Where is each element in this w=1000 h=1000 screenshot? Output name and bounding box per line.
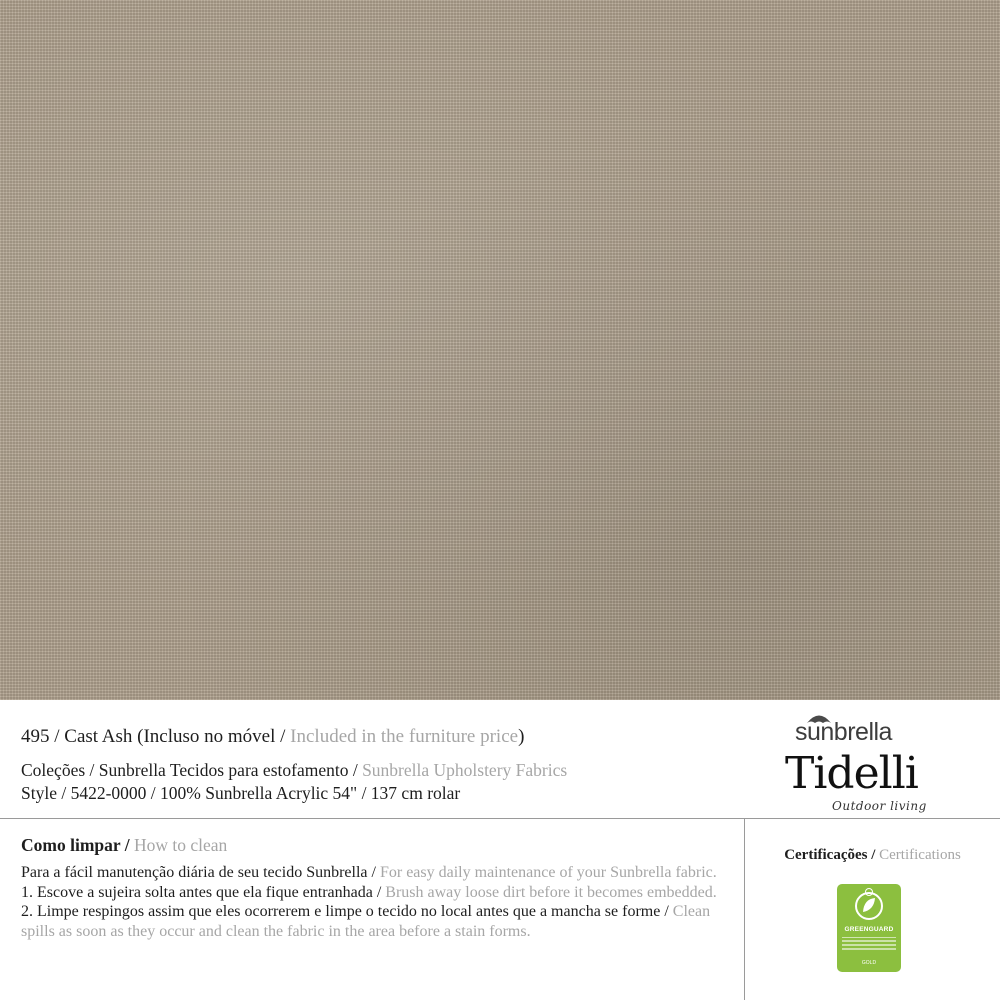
care-body bbox=[21, 863, 721, 941]
certifications-title-pt: Certificações / bbox=[784, 847, 880, 863]
tidelli-logo: Tidelli bbox=[785, 748, 918, 799]
leaf-icon bbox=[837, 884, 901, 924]
care-step-1-en: Brush away loose dirt before it becomes embedded. bbox=[385, 883, 717, 901]
product-name bbox=[21, 726, 524, 748]
care-instructions bbox=[0, 818, 745, 1000]
collection-pt: Coleções / Sunbrella Tecidos para estofamento / bbox=[21, 760, 363, 780]
sunbrella-logo: sunbrella bbox=[795, 718, 892, 746]
greenguard-fine-print bbox=[842, 937, 896, 954]
greenguard-level: GOLD bbox=[861, 960, 877, 966]
care-title-en: How to clean bbox=[133, 835, 228, 855]
care-step-1 bbox=[21, 883, 721, 903]
brand-logos bbox=[740, 700, 1000, 818]
care-title-pt: Como limpar / bbox=[21, 835, 134, 855]
product-collection bbox=[21, 760, 567, 781]
certifications-title bbox=[745, 847, 1000, 864]
certifications-title-en: Certifications bbox=[879, 847, 961, 863]
care-intro-pt: Para a fácil manutenção diária de seu tecido Sunbrella / bbox=[21, 864, 380, 881]
product-name-pt: 495 / Cast Ash (Incluso no móvel / bbox=[21, 726, 291, 747]
care-step-2-pt: 2. Limpe respingos assim que eles ocorrerem e limpe o tecido no local antes que a mancha se forme / bbox=[21, 903, 673, 920]
care-step-2-en: Clean spills as soon as they occur and clean the fabric in the area before a stain forms. bbox=[21, 903, 711, 940]
care-intro-en: For easy daily maintenance of your Sunbrella fabric. bbox=[379, 864, 717, 881]
greenguard-label: GREENGUARD bbox=[844, 926, 894, 933]
care-step-2 bbox=[21, 902, 721, 941]
certifications-panel bbox=[745, 818, 1000, 1000]
collection-en: Sunbrella Upholstery Fabrics bbox=[362, 760, 568, 780]
care-intro bbox=[21, 863, 721, 883]
tidelli-tagline: Outdoor living bbox=[832, 799, 927, 813]
product-name-en: Included in the furniture price bbox=[290, 726, 519, 747]
greenguard-badge bbox=[837, 884, 901, 972]
care-step-1-pt: 1. Escove a sujeira solta antes que ela fique entranhada / bbox=[21, 883, 386, 901]
product-name-close: ) bbox=[518, 726, 525, 747]
care-title bbox=[21, 835, 227, 856]
product-style: Style / 5422-0000 / 100% Sunbrella Acrylic 54" / 137 cm rolar bbox=[21, 783, 461, 803]
